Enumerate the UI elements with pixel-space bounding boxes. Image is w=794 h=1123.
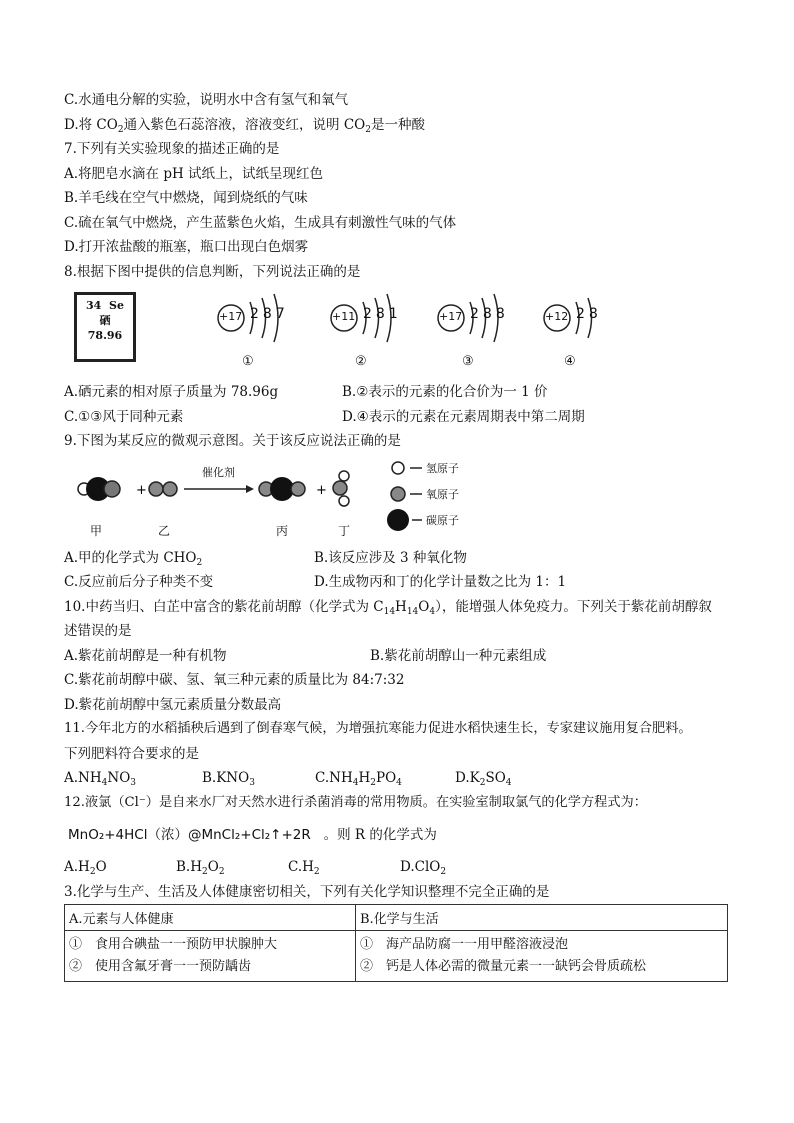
table-cell-b xyxy=(356,931,728,982)
q8-option-b: B.②表示的元素的化合价为一 1 价 xyxy=(342,384,548,400)
q8-options-ab xyxy=(64,380,734,405)
q10-option-a: A.紫花前胡醇是一种有机物 xyxy=(64,647,227,664)
q9-figure xyxy=(64,454,734,546)
q12-tail: 。则 R 的化学式为 xyxy=(323,827,437,843)
q9-stem: 9.下图为某反应的微观示意图。关于该反应说法正确的是 xyxy=(64,433,401,449)
atom-shells-text-4: 28 xyxy=(576,306,602,322)
q10-option-c: C.紫花前胡醇中碳、氢、氧三种元素的质量比为 84:7:32 xyxy=(64,672,405,688)
atom-diagram-4 xyxy=(540,284,610,376)
q10-stem-line2: 述错误的是 xyxy=(64,623,132,639)
q7-option-b: B.羊毛线在空气中燃烧，闻到烧纸的气味 xyxy=(64,190,308,206)
q9-option-d: D.生成物丙和丁的化学计量数之比为 1：1 xyxy=(314,574,567,590)
table-cell-a xyxy=(65,931,356,982)
q9-option-a: A.甲的化学式为 $CHO_2$ xyxy=(64,549,203,568)
label-yi: 乙 xyxy=(158,523,171,538)
q12-equation: MnO₂+4HCl（浓）@MnCl₂+Cl₂↑+2R xyxy=(68,827,311,843)
atom-diagram-2 xyxy=(327,284,407,376)
label-bing: 丙 xyxy=(276,523,289,538)
legend xyxy=(386,454,486,534)
atom-diagram-3 xyxy=(434,284,514,376)
svg-text:+: + xyxy=(316,482,327,498)
q12-equation-line xyxy=(64,815,734,855)
element-tile xyxy=(74,292,136,362)
q10-options-ab xyxy=(64,644,734,669)
q9-option-c: C.反应前后分子种类不变 xyxy=(64,574,214,590)
label-jia: 甲 xyxy=(90,523,103,538)
q9-options-ab xyxy=(64,546,734,571)
svg-text:+: + xyxy=(136,482,147,498)
q8-option-d: D.④表示的元素在元素周期表中第二周期 xyxy=(342,408,585,425)
q13-table xyxy=(64,904,728,982)
atom-shells-text-1: 287 xyxy=(250,306,289,322)
q8-stem: 8.根据下图中提供的信息判断，下列说法正确的是 xyxy=(64,263,361,280)
q8-options-cd xyxy=(64,405,734,430)
q12-stem: 12.液氯（Cl⁻）是自来水厂对天然水进行杀菌消毒的常用物质。在实验室制取氯气的化学方程式为： xyxy=(64,794,647,810)
cell-b-row1: ① 海产品防腐一一用甲醛溶液浸泡 xyxy=(360,937,569,952)
atom-label-2: ② xyxy=(355,354,367,369)
q11-stem-line2: 下列肥料符合要求的是 xyxy=(64,745,199,762)
q10-option-b: B.紫花前胡醇山一种元素组成 xyxy=(370,647,547,664)
q13-stem: 3.化学与生产、生活及人体健康密切相关，下列有关化学知识整理不完全正确的是 xyxy=(64,883,550,900)
table-header-b: B.化学与生活 xyxy=(356,905,728,931)
exam-page xyxy=(64,88,734,982)
q12-option-a: $A.H_2O$ xyxy=(64,859,107,877)
atom-nucleus-3: +17 xyxy=(439,310,463,323)
q8-figure xyxy=(64,284,734,380)
q11-option-a: $A.NH_4NO_3$ xyxy=(64,770,136,788)
atom-shells-text-2: 281 xyxy=(363,306,402,322)
legend-oxygen: 氧原子 xyxy=(426,487,459,501)
q9-option-b: B.该反应涉及 3 种氧化物 xyxy=(314,549,467,566)
q6-option-c: C.水通电分解的实验，说明水中含有氢气和氧气 xyxy=(64,92,349,108)
q12-option-c: $C.H_2$ xyxy=(288,859,320,877)
legend-hydrogen: 氢原子 xyxy=(426,461,459,475)
q9-options-cd xyxy=(64,570,734,595)
table-header-a: A.元素与人体健康 xyxy=(65,905,356,931)
q11-option-d: $D.K_2SO_4$ xyxy=(455,770,512,788)
cell-b-row2: ② 钙是人体必需的微量元素一一缺钙会骨质疏松 xyxy=(360,959,647,974)
atom-nucleus-4: +12 xyxy=(545,310,569,323)
q12-option-b: $B.H_2O_2$ xyxy=(176,859,225,877)
element-mass: 78.96 xyxy=(87,329,123,342)
atom-diagram-1 xyxy=(214,284,294,376)
atom-label-1: ① xyxy=(242,354,254,369)
q7-option-c: C.硫在氧气中燃烧，产生蓝紫色火焰，生成具有刺激性气味的气体 xyxy=(64,214,457,231)
q11-stem-line1: 11.今年北方的水稻插秧后遇到了倒春寒气候，为增强抗寒能力促进水稻快速生长，专家建议施用复合肥料。 xyxy=(64,721,692,736)
element-number: 34 xyxy=(86,299,102,312)
q6-option-d: D.将 $CO_2$通入紫色石蕊溶液，溶液变红，说明 $CO_2$是一种酸 xyxy=(64,116,425,135)
q11-option-b: $B.KNO_3$ xyxy=(202,770,255,788)
q7-option-a: A.将肥皂水滴在 pH 试纸上，试纸呈现红色 xyxy=(64,165,324,182)
q12-option-d: D.ClO$_2$ xyxy=(400,859,447,877)
q11-option-c: $C.NH_4H_2PO_4$ xyxy=(315,770,402,788)
element-name: 硒 xyxy=(99,314,111,327)
catalyst-label: 催化剂 xyxy=(202,465,235,479)
q7-stem: 7.下列有关实验现象的描述正确的是 xyxy=(64,141,280,157)
q10-option-d: D.紫花前胡醇中氢元素质量分数最高 xyxy=(64,696,282,713)
element-symbol: Se xyxy=(109,299,124,312)
atom-nucleus-1: +17 xyxy=(219,310,243,323)
cell-a-row1: ① 食用合碘盐一一预防甲状腺肿大 xyxy=(69,937,278,952)
cell-a-row2: ② 使用含氟牙膏一一预防龋齿 xyxy=(69,959,252,974)
q8-option-c: C.①③风于同种元素 xyxy=(64,408,184,425)
legend-carbon: 碳原子 xyxy=(426,513,459,527)
atom-label-3: ③ xyxy=(462,354,474,369)
atom-shells-text-3: 288 xyxy=(470,306,509,322)
q7-option-d: D.打开浓盐酸的瓶塞，瓶口出现白色烟雾 xyxy=(64,239,309,255)
q8-option-a: A.硒元素的相对原子质量为 78.96g xyxy=(64,384,279,400)
q11-options xyxy=(64,766,734,791)
atom-label-4: ④ xyxy=(564,354,576,369)
label-ding: 丁 xyxy=(338,523,351,538)
atom-nucleus-2: +11 xyxy=(332,310,356,323)
q10-stem-line1: 10.中药当归、白芷中富含的紫花前胡醇（化学式为 $C_{14}H_{14}O_4$），能增强人体免疫力。下列关于紫花前胡醇叙 xyxy=(64,598,712,617)
q12-options xyxy=(64,855,734,880)
